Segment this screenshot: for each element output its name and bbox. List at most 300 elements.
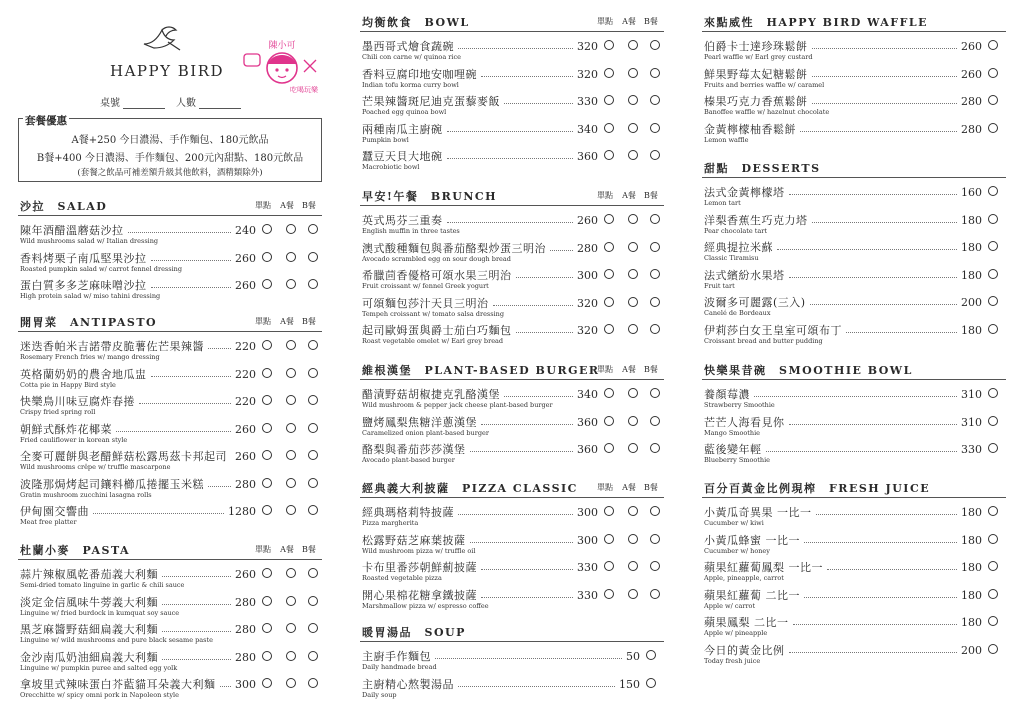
menu-item: [360, 559, 664, 585]
select-single-checkbox[interactable]: [604, 443, 614, 453]
select-single-checkbox[interactable]: [604, 388, 614, 398]
select-checkbox[interactable]: [988, 214, 998, 224]
select-checkbox[interactable]: [988, 561, 998, 571]
select-a-checkbox[interactable]: [628, 534, 638, 544]
select-a-checkbox[interactable]: [286, 651, 296, 661]
menu-item-english: Pear chocolate tart: [704, 226, 767, 235]
select-single-checkbox[interactable]: [262, 478, 272, 488]
option-label-single: 單點: [597, 17, 613, 26]
menu-item-price: 320: [577, 324, 598, 337]
menu-item-name: 芒果辣醬斑尼迪克蛋藜麥飯: [362, 95, 500, 108]
select-single-checkbox[interactable]: [604, 534, 614, 544]
menu-item-name: 兩種南瓜主廚碗: [362, 122, 443, 136]
select-b-checkbox[interactable]: [308, 678, 318, 688]
menu-item: [702, 532, 1006, 558]
select-checkbox[interactable]: [988, 506, 998, 516]
menu-item-price: 310: [961, 415, 982, 429]
menu-item-price: 220: [235, 395, 256, 408]
menu-item-english: Wild mushroom pizza w/ truffle oil: [362, 546, 476, 555]
menu-item-name: 蘋果紅蘿蔔 二比一: [704, 588, 800, 602]
select-b-checkbox[interactable]: [650, 297, 660, 307]
leader-dots: [151, 260, 231, 261]
menu-item: [18, 222, 322, 248]
menu-item-english: Mango Smoothie: [704, 428, 761, 437]
menu-item-name: 洋梨香蕉生巧克力塔: [704, 213, 808, 227]
combo-note: (套餐之飲品可補差額升級其他飲料，酒精類除外): [77, 168, 263, 178]
leader-dots: [812, 222, 957, 223]
leader-dots: [447, 158, 573, 159]
leader-dots: [470, 451, 573, 452]
stamp-top-text: 陳小可: [268, 41, 296, 51]
menu-item-english: Orecchitte w/ spicy omni pork in Napoleon style: [20, 691, 179, 699]
select-checkbox[interactable]: [988, 68, 998, 78]
menu-item-english: Lemon waffle: [704, 135, 749, 144]
menu-item-name: 蘋果紅蘿蔔鳳梨 一比一: [704, 561, 823, 574]
menu-item: [702, 614, 1006, 640]
select-b-checkbox[interactable]: [308, 651, 318, 661]
leader-dots: [481, 569, 573, 570]
select-single-checkbox[interactable]: [604, 40, 614, 50]
select-checkbox[interactable]: [988, 241, 998, 251]
menu-item-name: 經典提拉米蘇: [704, 241, 773, 254]
select-checkbox[interactable]: [988, 388, 998, 398]
menu-item-price: 180: [961, 616, 982, 629]
select-a-checkbox[interactable]: [286, 224, 296, 234]
select-single-checkbox[interactable]: [604, 68, 614, 78]
select-a-checkbox[interactable]: [628, 123, 638, 133]
menu-item-name: 伊甸園交響曲: [20, 505, 89, 518]
leader-dots: [812, 76, 957, 77]
leader-dots: [504, 396, 573, 397]
menu-item-price: 180: [961, 268, 982, 282]
select-checkbox[interactable]: [988, 616, 998, 626]
menu-item-price: 300: [235, 678, 256, 691]
menu-item: [360, 295, 664, 321]
menu-item-name: 澳式酸種麵包與番茄酪梨炒蛋三明治: [362, 241, 546, 255]
select-single-checkbox[interactable]: [604, 123, 614, 133]
option-column-labels: [592, 16, 662, 27]
menu-item-english: Daily soup: [362, 690, 397, 699]
menu-item-price: 260: [235, 251, 256, 265]
leader-dots: [493, 305, 573, 306]
option-label-a: A餐: [280, 201, 294, 210]
menu-item-name: 香料烤栗子南瓜堅果沙拉: [20, 251, 147, 265]
select-a-checkbox[interactable]: [286, 252, 296, 262]
select-b-checkbox[interactable]: [650, 95, 660, 105]
select-b-checkbox[interactable]: [308, 623, 318, 633]
menu-item-english: Wild mushrooms crêpe w/ truffle mascarpone: [20, 463, 171, 471]
combo-offer-box: [18, 115, 322, 182]
menu-item-english: Meat free platter: [20, 518, 77, 526]
select-checkbox[interactable]: [988, 324, 998, 334]
menu-item-name: 金沙南瓜奶油細扁義大利麵: [20, 650, 158, 664]
select-a-checkbox[interactable]: [628, 589, 638, 599]
select-checkbox[interactable]: [988, 443, 998, 453]
menu-item-english: Chili con carne w/ quinoa rice: [362, 53, 461, 61]
table-label: 桌號: [100, 98, 120, 109]
section-header: [18, 312, 322, 332]
menu-item-price: 340: [577, 388, 598, 401]
section-title: 杜蘭小麥 PASTA: [20, 544, 131, 557]
select-a-checkbox[interactable]: [286, 450, 296, 460]
option-label-a: A餐: [280, 317, 294, 326]
section-header: [360, 12, 664, 32]
menu-item: [702, 559, 1006, 585]
option-label-b: B餐: [644, 483, 658, 492]
select-checkbox[interactable]: [988, 416, 998, 426]
people-count-field[interactable]: [176, 94, 241, 109]
menu-item: [18, 594, 322, 620]
leader-dots: [789, 424, 957, 425]
section-title: 快樂果昔碗 SMOOTHIE BOWL: [704, 364, 913, 377]
menu-item-price: 280: [961, 95, 982, 108]
select-b-checkbox[interactable]: [650, 534, 660, 544]
menu-item-price: 360: [577, 150, 598, 163]
select-single-checkbox[interactable]: [262, 252, 272, 262]
select-single-checkbox[interactable]: [262, 623, 272, 633]
option-column-labels: [250, 316, 320, 327]
select-b-checkbox[interactable]: [308, 368, 318, 378]
select-b-checkbox[interactable]: [650, 68, 660, 78]
brand-name: HAPPY BIRD: [110, 62, 225, 80]
select-single-checkbox[interactable]: [604, 297, 614, 307]
menu-item-name: 主廚精心熬製湯品: [362, 677, 454, 691]
menu-item: [702, 642, 1006, 668]
select-single-checkbox[interactable]: [604, 506, 614, 516]
table-number-line: [123, 99, 165, 109]
menu-item: [360, 648, 664, 674]
menu-item-english: Fried cauliflower in korean style: [20, 435, 128, 444]
select-a-checkbox[interactable]: [286, 340, 296, 350]
select-b-checkbox[interactable]: [308, 568, 318, 578]
menu-item-name: 主廚手作麵包: [362, 650, 431, 663]
select-b-checkbox[interactable]: [308, 450, 318, 460]
select-single-checkbox[interactable]: [262, 596, 272, 606]
menu-item: [702, 294, 1006, 320]
leader-dots: [458, 514, 573, 515]
menu-item-name: 蠶豆天貝大地碗: [362, 150, 443, 163]
section-title: 沙拉 SALAD: [20, 200, 108, 213]
menu-item: [360, 322, 664, 348]
section-header: [360, 186, 664, 206]
menu-item-english: Linguine w/ wild mushrooms and pure black sesame paste: [20, 636, 213, 644]
menu-item-name: 開心果棉花糖拿鐵披薩: [362, 588, 477, 602]
select-a-checkbox[interactable]: [628, 561, 638, 571]
select-a-checkbox[interactable]: [286, 623, 296, 633]
select-a-checkbox[interactable]: [628, 443, 638, 453]
section-title: 均衡飲食 BOWL: [362, 16, 470, 29]
option-label-b: B餐: [644, 365, 658, 374]
select-single-checkbox[interactable]: [262, 423, 272, 433]
menu-item-price: 280: [235, 595, 256, 609]
leader-dots: [846, 332, 957, 333]
select-a-checkbox[interactable]: [628, 416, 638, 426]
menu-item: [18, 476, 322, 502]
section-title: 開胃菜 ANTIPASTO: [20, 316, 158, 329]
menu-item-price: 360: [577, 443, 598, 456]
menu-item-price: 180: [961, 323, 982, 337]
select-single-checkbox[interactable]: [604, 242, 614, 252]
menu-item-price: 180: [961, 533, 982, 547]
select-a-checkbox[interactable]: [628, 150, 638, 160]
menu-item-name: 香料豆腐印地安咖哩碗: [362, 67, 477, 81]
option-label-b: B餐: [302, 201, 316, 210]
select-a-checkbox[interactable]: [286, 478, 296, 488]
menu-item-name: 陳年酒醋溫蘑菇沙拉: [20, 224, 124, 237]
menu-item-english: Apple, pineapple, carrot: [704, 574, 784, 582]
leader-dots: [810, 304, 957, 305]
select-a-checkbox[interactable]: [628, 242, 638, 252]
select-a-checkbox[interactable]: [286, 568, 296, 578]
select-single-checkbox[interactable]: [604, 561, 614, 571]
leader-dots: [447, 131, 573, 132]
select-single-checkbox[interactable]: [262, 279, 272, 289]
leader-dots: [789, 277, 957, 278]
menu-item-price: 280: [961, 122, 982, 136]
menu-item-name: 金黃檸檬柚香鬆餅: [704, 122, 796, 136]
select-single-checkbox[interactable]: [604, 269, 614, 279]
select-b-checkbox[interactable]: [650, 561, 660, 571]
select-single-checkbox[interactable]: [262, 568, 272, 578]
menu-item: [18, 277, 322, 303]
select-single-checkbox[interactable]: [604, 589, 614, 599]
option-column-labels: [592, 482, 662, 493]
menu-item-english: Pumpkin bowl: [362, 135, 409, 144]
menu-item-name: 酪梨與番茄莎莎漢堡: [362, 443, 466, 456]
select-b-checkbox[interactable]: [650, 443, 660, 453]
menu-item-name: 鮮果野莓太妃糖鬆餅: [704, 67, 808, 81]
select-a-checkbox[interactable]: [628, 388, 638, 398]
select-checkbox[interactable]: [988, 589, 998, 599]
menu-item-price: 240: [235, 224, 256, 237]
menu-item-english: Crispy fried spring roll: [20, 408, 96, 416]
menu-item: [360, 93, 664, 119]
select-checkbox[interactable]: [988, 534, 998, 544]
menu-item: [360, 587, 664, 613]
leader-dots: [812, 48, 957, 49]
menu-item-english: Fruits and berries waffle w/ caramel: [704, 80, 825, 89]
select-a-checkbox[interactable]: [628, 269, 638, 279]
menu-item: [18, 338, 322, 364]
select-b-checkbox[interactable]: [650, 416, 660, 426]
select-a-checkbox[interactable]: [286, 678, 296, 688]
leader-dots: [793, 624, 957, 625]
leader-dots: [789, 194, 957, 195]
select-b-checkbox[interactable]: [308, 340, 318, 350]
menu-item-name: 鹽烤鳳梨焦糖洋蔥漢堡: [362, 415, 477, 429]
select-a-checkbox[interactable]: [628, 214, 638, 224]
select-single-checkbox[interactable]: [604, 150, 614, 160]
select-b-checkbox[interactable]: [308, 505, 318, 515]
select-b-checkbox[interactable]: [650, 388, 660, 398]
menu-item-price: 180: [961, 561, 982, 574]
leader-dots: [816, 514, 957, 515]
select-checkbox[interactable]: [988, 123, 998, 133]
table-number-field[interactable]: [100, 94, 165, 109]
option-column-labels: [250, 200, 320, 211]
menu-item-price: 260: [235, 422, 256, 436]
select-a-checkbox[interactable]: [628, 95, 638, 105]
menu-item-price: 150: [619, 677, 640, 691]
menu-item-name: 拿坡里式辣味蛋白芥藍貓耳朵義大利麵: [20, 678, 216, 691]
select-single-checkbox[interactable]: [262, 224, 272, 234]
select-single-checkbox[interactable]: [604, 95, 614, 105]
select-a-checkbox[interactable]: [286, 505, 296, 515]
select-b-checkbox[interactable]: [650, 269, 660, 279]
menu-item-english: High protein salad w/ miso tahini dressing: [20, 292, 161, 300]
menu-item-price: 180: [961, 506, 982, 519]
section-title: 暖胃湯品 SOUP: [362, 626, 466, 639]
combo-line-a: A餐+250 今日濃湯、手作麵包、180元飲品: [71, 135, 269, 146]
menu-item-price: 280: [235, 623, 256, 636]
menu-item-english: Avocado scrambled egg on sour dough bread: [362, 254, 511, 263]
select-single-checkbox[interactable]: [604, 214, 614, 224]
menu-item-english: Apple w/ pineapple: [704, 629, 768, 637]
section-header: [18, 196, 322, 216]
section-header: [360, 360, 664, 380]
section-title: 來點威性 HAPPY BIRD WAFFLE: [704, 16, 929, 29]
menu-item-name: 可頌麵包莎汁天貝三明治: [362, 296, 489, 310]
select-single-checkbox[interactable]: [262, 395, 272, 405]
menu-item: [360, 414, 664, 440]
select-a-checkbox[interactable]: [286, 368, 296, 378]
select-checkbox[interactable]: [988, 269, 998, 279]
select-single-checkbox[interactable]: [604, 324, 614, 334]
menu-item-name: 蛋白質多多芝麻味噌沙拉: [20, 279, 147, 292]
select-checkbox[interactable]: [988, 296, 998, 306]
menu-item-name: 今日的黃金比例: [704, 643, 785, 657]
select-b-checkbox[interactable]: [650, 324, 660, 334]
select-a-checkbox[interactable]: [286, 395, 296, 405]
select-a-checkbox[interactable]: [628, 506, 638, 516]
menu-item: [360, 386, 664, 412]
menu-item: [360, 532, 664, 558]
menu-item-english: Poached egg quinoa bowl: [362, 108, 447, 116]
leader-dots: [162, 631, 231, 632]
select-a-checkbox[interactable]: [628, 324, 638, 334]
menu-item-name: 醋漬野菇胡椒捷克乳酪漢堡: [362, 388, 500, 401]
menu-item-english: Rosemary French fries w/ mango dressing: [20, 353, 160, 361]
select-single-checkbox[interactable]: [262, 505, 272, 515]
select-b-checkbox[interactable]: [650, 150, 660, 160]
menu-item-name: 養顏莓濃: [704, 388, 750, 401]
select-single-checkbox[interactable]: [262, 450, 272, 460]
select-b-checkbox[interactable]: [308, 478, 318, 488]
menu-item-english: Blueberry Smoothie: [704, 456, 771, 464]
menu-item: [18, 250, 322, 276]
menu-item-english: Indian tofu korma curry bowl: [362, 80, 459, 89]
menu-item: [360, 121, 664, 147]
select-b-checkbox[interactable]: [650, 123, 660, 133]
combo-title: 套餐優惠: [25, 115, 67, 127]
menu-item-price: 160: [961, 186, 982, 199]
menu-item: [702, 587, 1006, 613]
menu-item-price: 300: [577, 506, 598, 519]
menu-item: [18, 566, 322, 592]
select-single-checkbox[interactable]: [262, 368, 272, 378]
menu-item-price: 180: [961, 241, 982, 254]
select-a-checkbox[interactable]: [286, 279, 296, 289]
select-single-checkbox[interactable]: [604, 416, 614, 426]
menu-item-english: Daily handmade bread: [362, 663, 437, 671]
select-b-checkbox[interactable]: [308, 279, 318, 289]
select-checkbox[interactable]: [988, 186, 998, 196]
select-b-checkbox[interactable]: [650, 506, 660, 516]
select-b-checkbox[interactable]: [650, 214, 660, 224]
menu-item-english: Fruit croissant w/ fennel Greek yogurt: [362, 282, 489, 290]
leader-dots: [151, 287, 231, 288]
menu-item-english: Roasted pumpkin salad w/ carrot fennel dressing: [20, 264, 183, 273]
menu-item-price: 300: [577, 533, 598, 547]
select-b-checkbox[interactable]: [650, 40, 660, 50]
select-single-checkbox[interactable]: [262, 340, 272, 350]
select-checkbox[interactable]: [988, 644, 998, 654]
menu-item-english: Pearl waffle w/ Earl grey custard: [704, 53, 813, 61]
select-a-checkbox[interactable]: [628, 68, 638, 78]
select-single-checkbox[interactable]: [262, 651, 272, 661]
leader-dots: [151, 376, 231, 377]
select-checkbox[interactable]: [646, 650, 656, 660]
leader-dots: [435, 658, 622, 659]
menu-item-name: 淡定金信風味牛蒡義大利麵: [20, 595, 158, 609]
menu-item: [360, 267, 664, 293]
select-checkbox[interactable]: [646, 678, 656, 688]
option-label-b: B餐: [644, 191, 658, 200]
leader-dots: [93, 513, 224, 514]
menu-item: [702, 184, 1006, 210]
section-header: [702, 360, 1006, 380]
menu-item-price: 280: [577, 241, 598, 255]
select-b-checkbox[interactable]: [308, 395, 318, 405]
select-b-checkbox[interactable]: [650, 589, 660, 599]
select-a-checkbox[interactable]: [628, 40, 638, 50]
menu-item-price: 340: [577, 122, 598, 136]
menu-item-name: 英格蘭奶奶的農舍地瓜盅: [20, 367, 147, 381]
menu-item-price: 180: [961, 588, 982, 602]
menu-item-english: Fruit tart: [704, 281, 735, 290]
select-single-checkbox[interactable]: [262, 678, 272, 688]
select-b-checkbox[interactable]: [308, 252, 318, 262]
select-b-checkbox[interactable]: [650, 242, 660, 252]
menu-item-price: 260: [961, 67, 982, 81]
menu-item-name: 小黃瓜蜂蜜 一比一: [704, 533, 800, 547]
menu-item-name: 快樂鳥川味豆腐炸春捲: [20, 395, 135, 408]
menu-item-name: 經典瑪格莉特披薩: [362, 506, 454, 519]
select-a-checkbox[interactable]: [628, 297, 638, 307]
people-count-line: [199, 99, 241, 109]
option-label-single: 單點: [255, 317, 271, 326]
select-checkbox[interactable]: [988, 40, 998, 50]
option-label-a: A餐: [622, 17, 636, 26]
select-b-checkbox[interactable]: [308, 596, 318, 606]
option-column-labels: [250, 544, 320, 555]
menu-item-price: 260: [235, 279, 256, 292]
section-header: [702, 158, 1006, 178]
menu-item: [702, 386, 1006, 412]
option-label-single: 單點: [255, 545, 271, 554]
menu-item-english: Caramelized onion plant-based burger: [362, 428, 489, 437]
select-checkbox[interactable]: [988, 95, 998, 105]
menu-item-price: 300: [577, 269, 598, 282]
select-b-checkbox[interactable]: [308, 224, 318, 234]
select-a-checkbox[interactable]: [286, 423, 296, 433]
select-a-checkbox[interactable]: [286, 596, 296, 606]
select-b-checkbox[interactable]: [308, 423, 318, 433]
menu-item: [702, 38, 1006, 64]
menu-item: [360, 148, 664, 174]
menu-item-price: 260: [577, 214, 598, 227]
menu-item-price: 280: [235, 650, 256, 664]
